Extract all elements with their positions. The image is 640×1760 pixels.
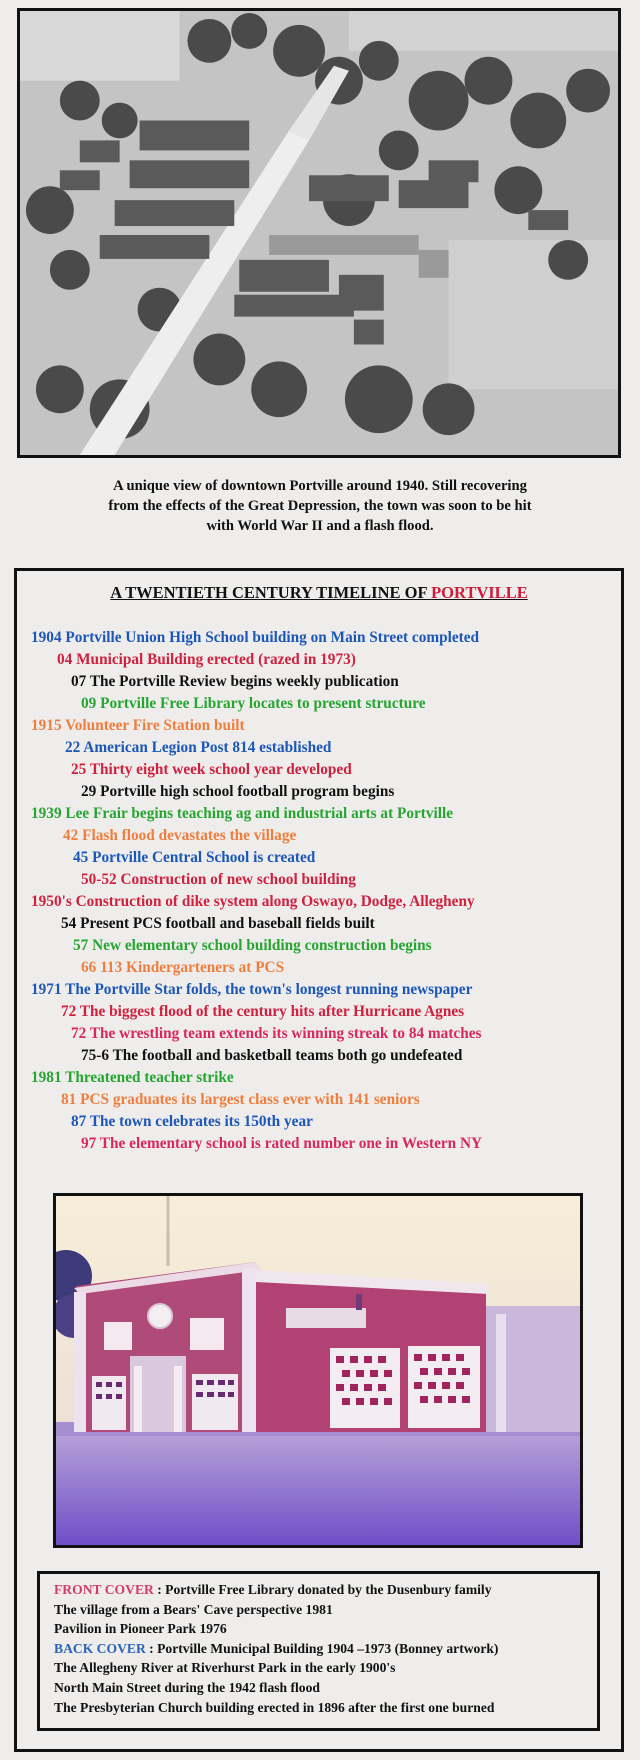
fire-station-photo [53, 1193, 583, 1548]
timeline-entry: 66 113 Kindergarteners at PCS [81, 959, 285, 976]
timeline-entry: 72 The biggest flood of the century hits after Hurricane Agnes [61, 1003, 465, 1020]
aerial-photo [17, 8, 621, 458]
timeline-entry: 29 Portville high school football program begins [81, 783, 395, 800]
timeline-entry: 87 The town celebrates its 150th year [71, 1113, 313, 1130]
timeline-entry: 1981 Threatened teacher strike [31, 1069, 234, 1086]
timeline-entry: 1950's Construction of dike system along Oswayo, Dodge, Allegheny [31, 893, 475, 910]
front-cover-text: : Portville Free Library donated by the Dusenbury family [153, 1582, 492, 1597]
timeline-box [14, 568, 624, 1752]
timeline-entry: 42 Flash flood devastates the village [63, 827, 297, 844]
timeline-entry: 1939 Lee Frair begins teaching ag and industrial arts at Portville [31, 805, 454, 822]
caption-line-1: A unique view of downtown Portville around 1940. Still recovering [113, 478, 527, 494]
timeline-entry: 07 The Portville Review begins weekly publication [71, 673, 399, 690]
timeline-entry: 54 Present PCS football and baseball fields built [61, 915, 375, 932]
front-cover-line-3: Pavilion in Pioneer Park 1976 [54, 1621, 227, 1637]
timeline-entry: 97 The elementary school is rated number one in Western NY [81, 1135, 483, 1152]
timeline-entry: 09 Portville Free Library locates to present structure [81, 695, 426, 712]
caption-line-3: with World War II and a flash flood. [206, 518, 434, 534]
fire-station-image [56, 1196, 580, 1545]
timeline-entry: 22 American Legion Post 814 established [65, 739, 332, 756]
back-cover-line-3: North Main Street during the 1942 flash flood [54, 1679, 320, 1695]
back-cover-line-4: The Presbyterian Church building erected in 1896 after the first one burned [54, 1699, 495, 1715]
timeline-entry: 75-6 The football and basketball teams both go undefeated [81, 1047, 463, 1064]
cover-credits [37, 1571, 600, 1731]
timeline-title [17, 583, 621, 603]
timeline-entry: 81 PCS graduates its largest class ever with 141 seniors [61, 1091, 420, 1108]
timeline-entry: 1904 Portville Union High School building on Main Street completed [31, 629, 480, 646]
back-cover-line [54, 1639, 597, 1659]
photo-caption [30, 476, 610, 536]
timeline-title-highlight: PORTVILLE [431, 583, 528, 602]
caption-line-2: from the effects of the Great Depression, the town was soon to be hit [108, 498, 532, 514]
back-cover-line-2: The Allegheny River at Riverhurst Park in the early 1900's [54, 1660, 396, 1676]
timeline-entry: 45 Portville Central School is created [73, 849, 316, 866]
front-cover-line-2: The village from a Bears' Cave perspective 1981 [54, 1601, 333, 1617]
timeline-title-prefix: A TWENTIETH CENTURY TIMELINE OF [110, 583, 432, 602]
timeline-entry: 50-52 Construction of new school building [81, 871, 356, 888]
back-cover-text: : Portville Municipal Building 1904 –1973 (Bonney artwork) [145, 1640, 499, 1656]
timeline-list [17, 627, 621, 1155]
timeline-entry: 72 The wrestling team extends its winning streak to 84 matches [71, 1025, 482, 1042]
timeline-entry: 25 Thirty eight week school year developed [71, 761, 352, 778]
front-cover-line [54, 1580, 597, 1600]
aerial-photo-image [20, 11, 618, 455]
timeline-entry: 1971 The Portville Star folds, the town's longest running newspaper [31, 981, 473, 998]
timeline-entry: 57 New elementary school building construction begins [73, 937, 432, 954]
timeline-entry: 04 Municipal Building erected (razed in 1973) [57, 651, 356, 668]
back-cover-label: BACK COVER [54, 1640, 146, 1656]
timeline-entry: 1915 Volunteer Fire Station built [31, 717, 245, 734]
front-cover-label: FRONT COVER [54, 1582, 154, 1597]
